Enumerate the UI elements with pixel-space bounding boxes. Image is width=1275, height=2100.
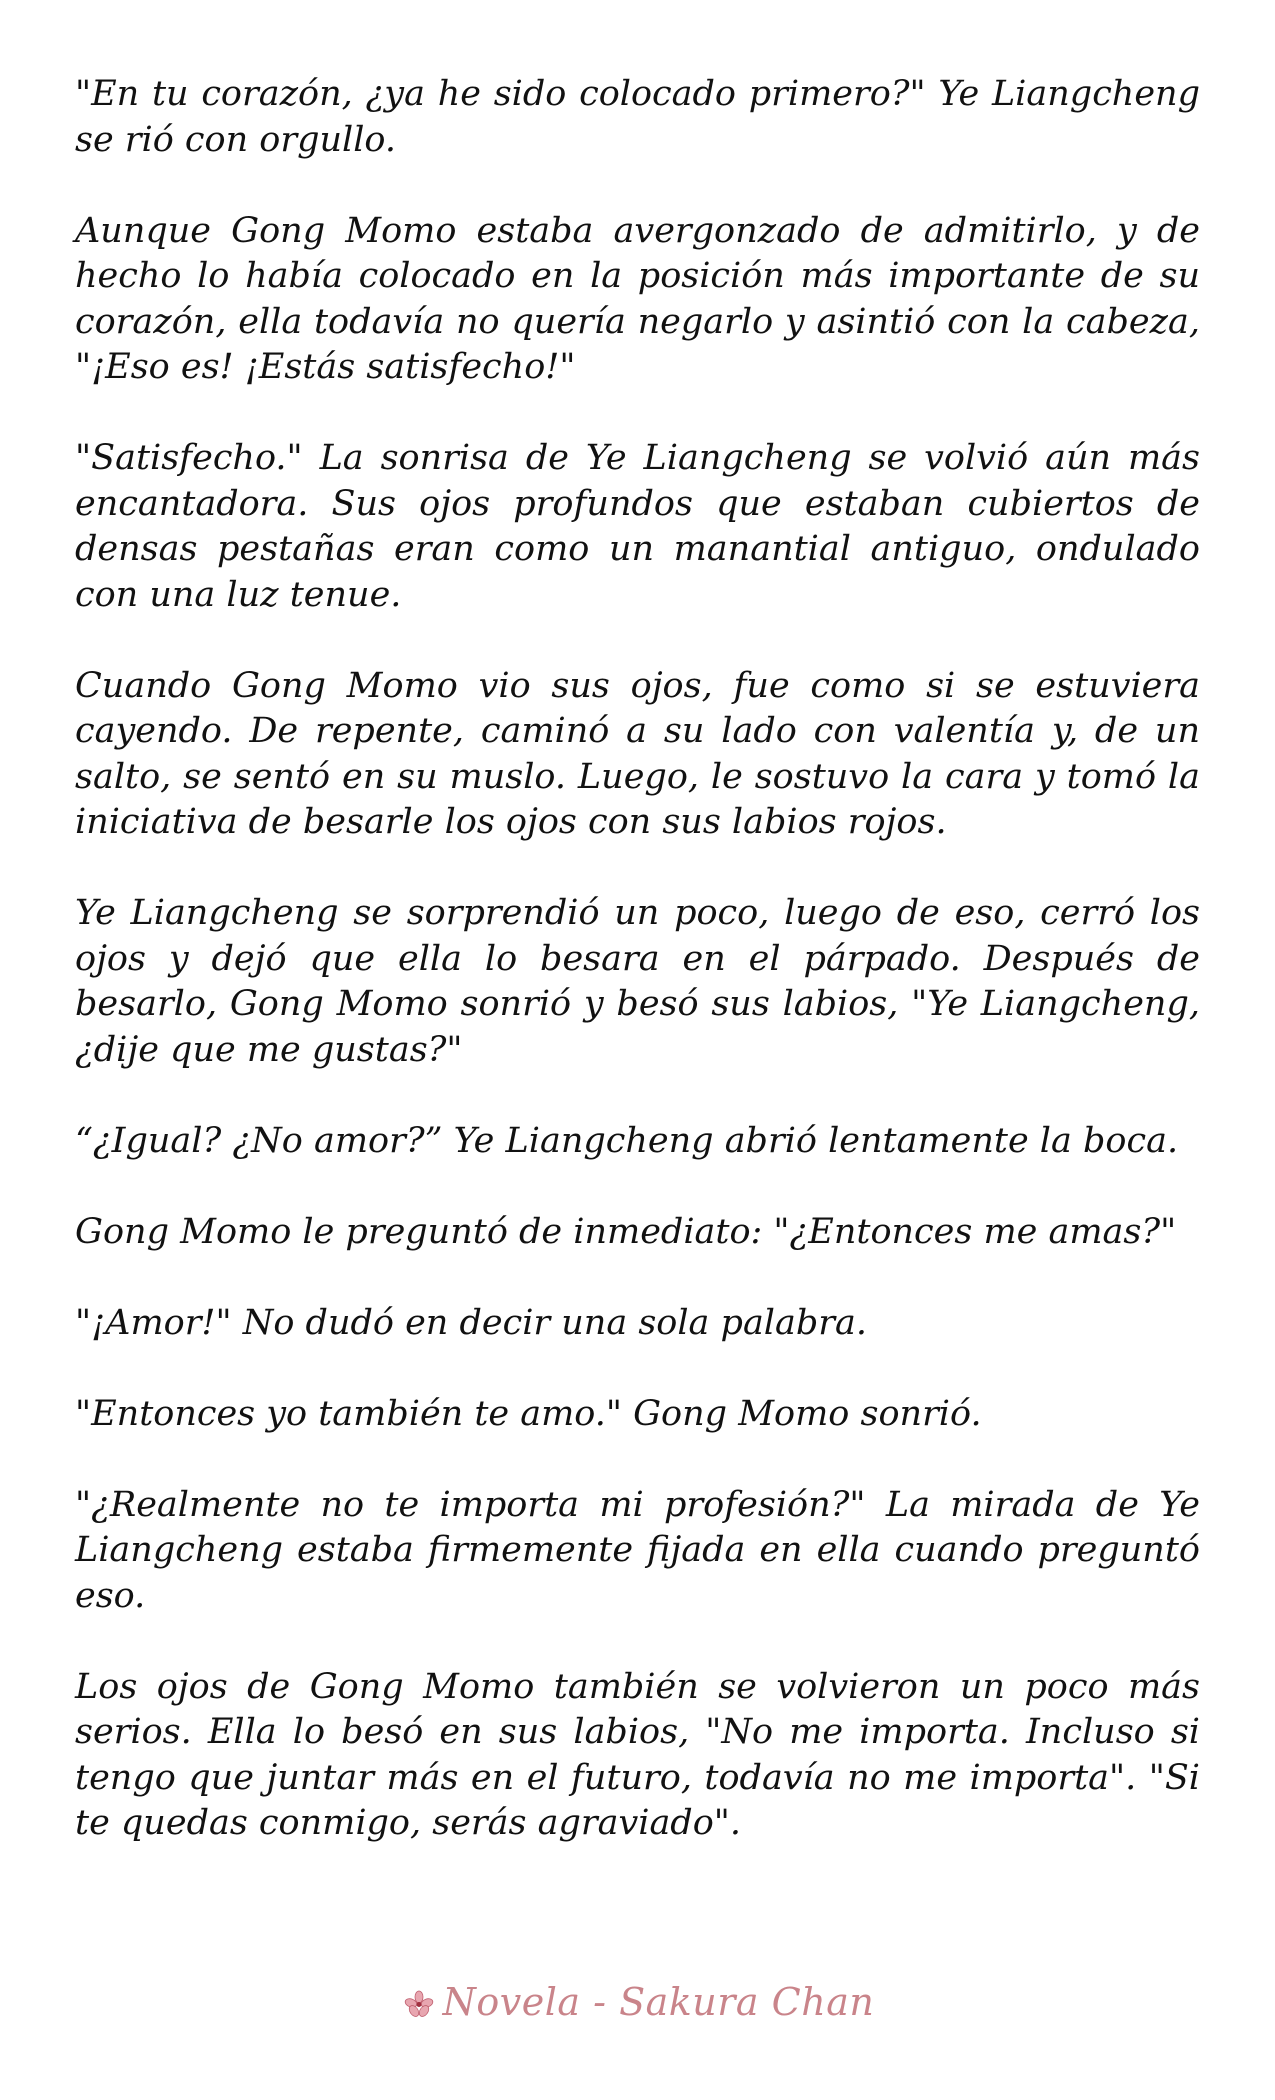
paragraph-4: Cuando Gong Momo vio sus ojos, fue como si se estuviera cayendo. De repente, caminó a su lado con valentía y, de un salto, se sentó en su muslo. Luego, le sostuvo la cara y tomó la iniciativa de besarle los ojos con sus labios rojos. xyxy=(75,665,1200,842)
paragraph-6: “¿Igual? ¿No amor?” Ye Liangcheng abrió lentamente la boca. xyxy=(75,1120,1179,1161)
sakura-flower-icon xyxy=(401,1984,437,2014)
paragraph-1: "En tu corazón, ¿ya he sido colocado primero?" Ye Liangcheng se rió con orgullo. xyxy=(75,74,1200,160)
paragraph-3: "Satisfecho." La sonrisa de Ye Liangcheng se volvió aún más encantadora. Sus ojos profundos que estaban cubiertos de densas pestañas eran como un manantial antiguo, ondulado con una luz tenue. xyxy=(75,438,1200,615)
paragraph-10: "¿Realmente no te importa mi profesión?" La mirada de Ye Liangcheng estaba firmemente fijada en ella cuando preguntó eso. xyxy=(75,1484,1200,1616)
paragraph-9: "Entonces yo también te amo." Gong Momo sonrió. xyxy=(75,1393,982,1434)
paragraph-2: Aunque Gong Momo estaba avergonzado de admitirlo, y de hecho lo había colocado en la posición más importante de su corazón, ella todavía no quería negarlo y asintió con la cabeza, "¡Eso es! ¡Estás satisfecho!" xyxy=(75,210,1200,387)
paragraph-5: Ye Liangcheng se sorprendió un poco, luego de eso, cerró los ojos y dejó que ella lo besara en el párpado. Después de besarlo, Gong Momo sonrió y besó sus labios, "Ye Liangcheng, ¿dije que me gustas?" xyxy=(75,893,1200,1070)
document-body xyxy=(75,72,1200,1892)
paragraph-7: Gong Momo le preguntó de inmediato: "¿Entonces me amas?" xyxy=(75,1211,1177,1252)
paragraph-8: "¡Amor!" No dudó en decir una sola palabra. xyxy=(75,1302,867,1343)
watermark-footer xyxy=(0,1980,1275,2024)
footer-text: Novela - Sakura Chan xyxy=(442,1980,875,2024)
paragraph-11: Los ojos de Gong Momo también se volvieron un poco más serios. Ella lo besó en sus labios, "No me importa. Incluso si tengo que juntar más en el futuro, todavía no me importa". "Si te quedas conmigo, serás agraviado". xyxy=(75,1666,1200,1843)
